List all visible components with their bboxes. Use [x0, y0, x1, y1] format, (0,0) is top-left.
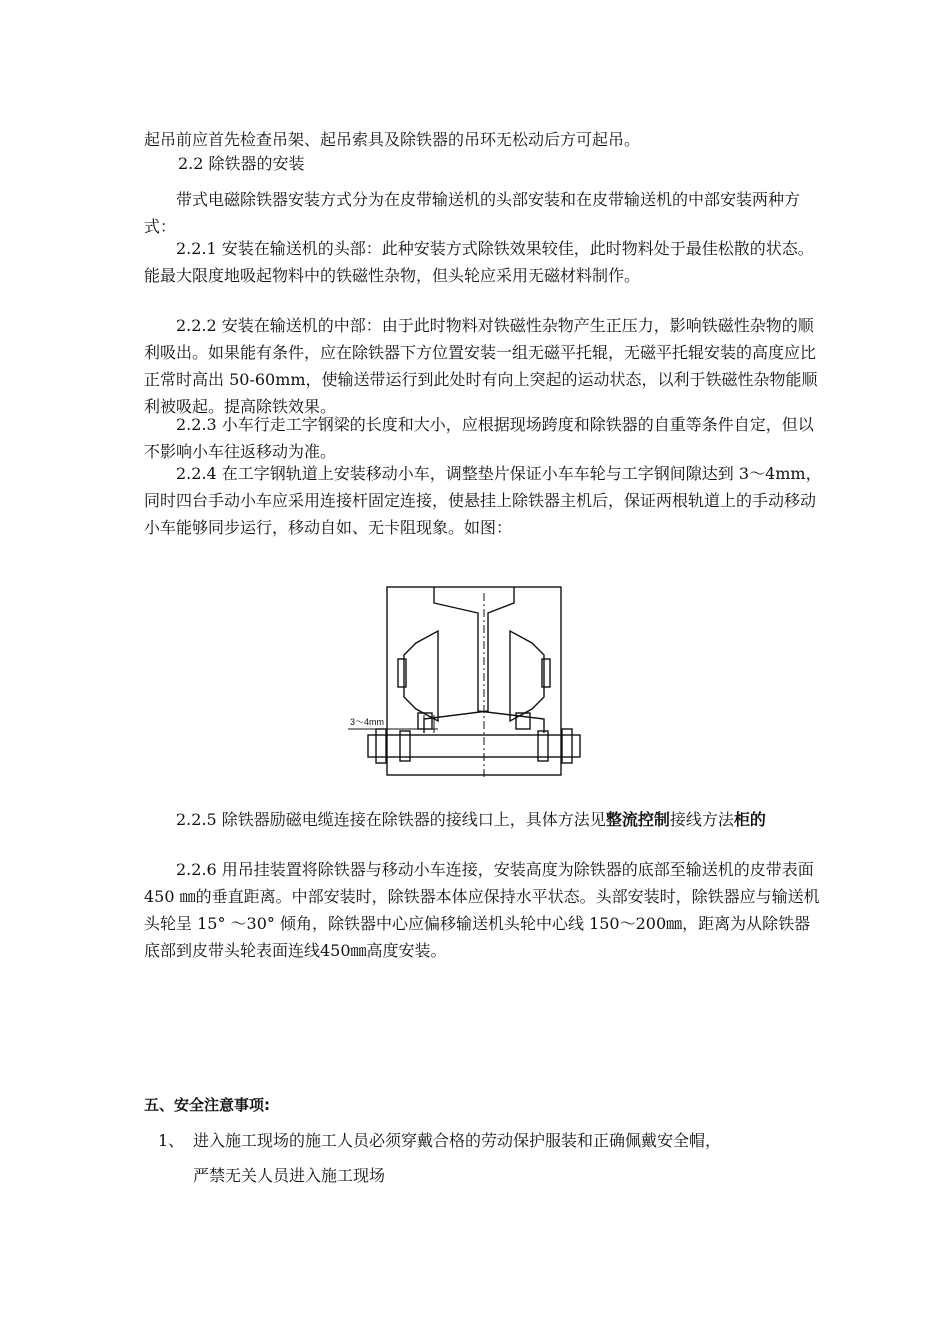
left-shaft-block	[398, 659, 406, 687]
paragraph-2-2-4: 2.2.4 在工字钢轨道上安装移动小车，调整垫片保证小车车轮与工字钢间隙达到 3～4mm，同时四台手动小车应采用连接杆固定连接，使悬挂上除铁器主机后，保证两根轨道上的手动移动小车能够同步运行，移动自如、无卡阻现象。如图：	[144, 464, 822, 537]
left-wheel	[404, 631, 438, 721]
list-item-1-number: 1、	[158, 1131, 185, 1150]
paragraph-2-2-2: 2.2.2 安装在输送机的中部：由于此时物料对铁磁性杂物产生正压力，影响铁磁性杂物的顺利吸出。如果能有条件，应在除铁器下方位置安装一组无磁平托辊，无磁平托辊安装的高度应比正常时高出 50-60mm，使输送带运行到此处时有向上突起的运动状态，以利于铁磁性杂物能顺利被吸起。提高除铁效果。	[144, 316, 818, 416]
p225-mid-text: 接线方法	[669, 810, 734, 829]
section-5-heading: 五、安全注意事项:	[144, 1096, 270, 1114]
list-item-1-text: 进入施工现场的施工人员必须穿戴合格的劳动保护服装和正确佩戴安全帽，	[193, 1131, 722, 1150]
right-wheel	[510, 631, 544, 721]
list-item-1-continuation: 严禁无关人员进入施工现场	[193, 1166, 386, 1185]
figure-frame	[387, 587, 561, 775]
p225-bold-text-1: 整流控制	[605, 810, 670, 829]
paragraph-2-2-1: 2.2.1 安装在输送机的头部：此种安装方式除铁效果较佳，此时物料处于最佳松散的状态。能最大限度地吸起物料中的铁磁性杂物，但头轮应采用无磁材料制作。	[144, 239, 814, 285]
p225-bold-text-2: 柜的	[733, 810, 766, 829]
paragraph-2-2-6: 2.2.6 用吊挂装置将除铁器与移动小车连接，安装高度为除铁器的底部至输送机的皮带表面 450 ㎜的垂直距离。中部安装时，除铁器本体应保持水平状态。头部安装时，除铁器应与输送机头轮呈 15° ～30° 倾角，除铁器中心应偏移输送机头轮中心线 150～200㎜，距离为从除铁器底部到皮带头轮表面连线450㎜高度安装。	[144, 860, 820, 960]
intro-line: 起吊前应首先检查吊架、起吊索具及除铁器的吊环无松动后方可起吊。	[144, 130, 641, 149]
trolley-ibeam-figure	[338, 583, 612, 779]
dimension-label: 3～4mm	[350, 717, 385, 727]
left-hub	[418, 713, 432, 729]
section-heading-2-2: 2.2 除铁器的安装	[178, 154, 305, 173]
p225-start-text: 2.2.5 除铁器励磁电缆连接在除铁器的接线口上，具体方法见	[176, 810, 606, 829]
right-nut	[562, 729, 572, 763]
paragraph-2-2-intro: 带式电磁除铁器安装方式分为在皮带输送机的头部安装和在皮带输送机的中部安装两种方式：	[144, 190, 801, 236]
paragraph-2-2-5	[144, 806, 824, 833]
paragraph-2-2-3: 2.2.3 小车行走工字钢梁的长度和大小，应根据现场跨度和除铁器的自重等条件自定，但以不影响小车往返移动为准。	[144, 415, 814, 461]
left-nut	[376, 729, 386, 763]
right-shaft-block	[542, 659, 550, 687]
